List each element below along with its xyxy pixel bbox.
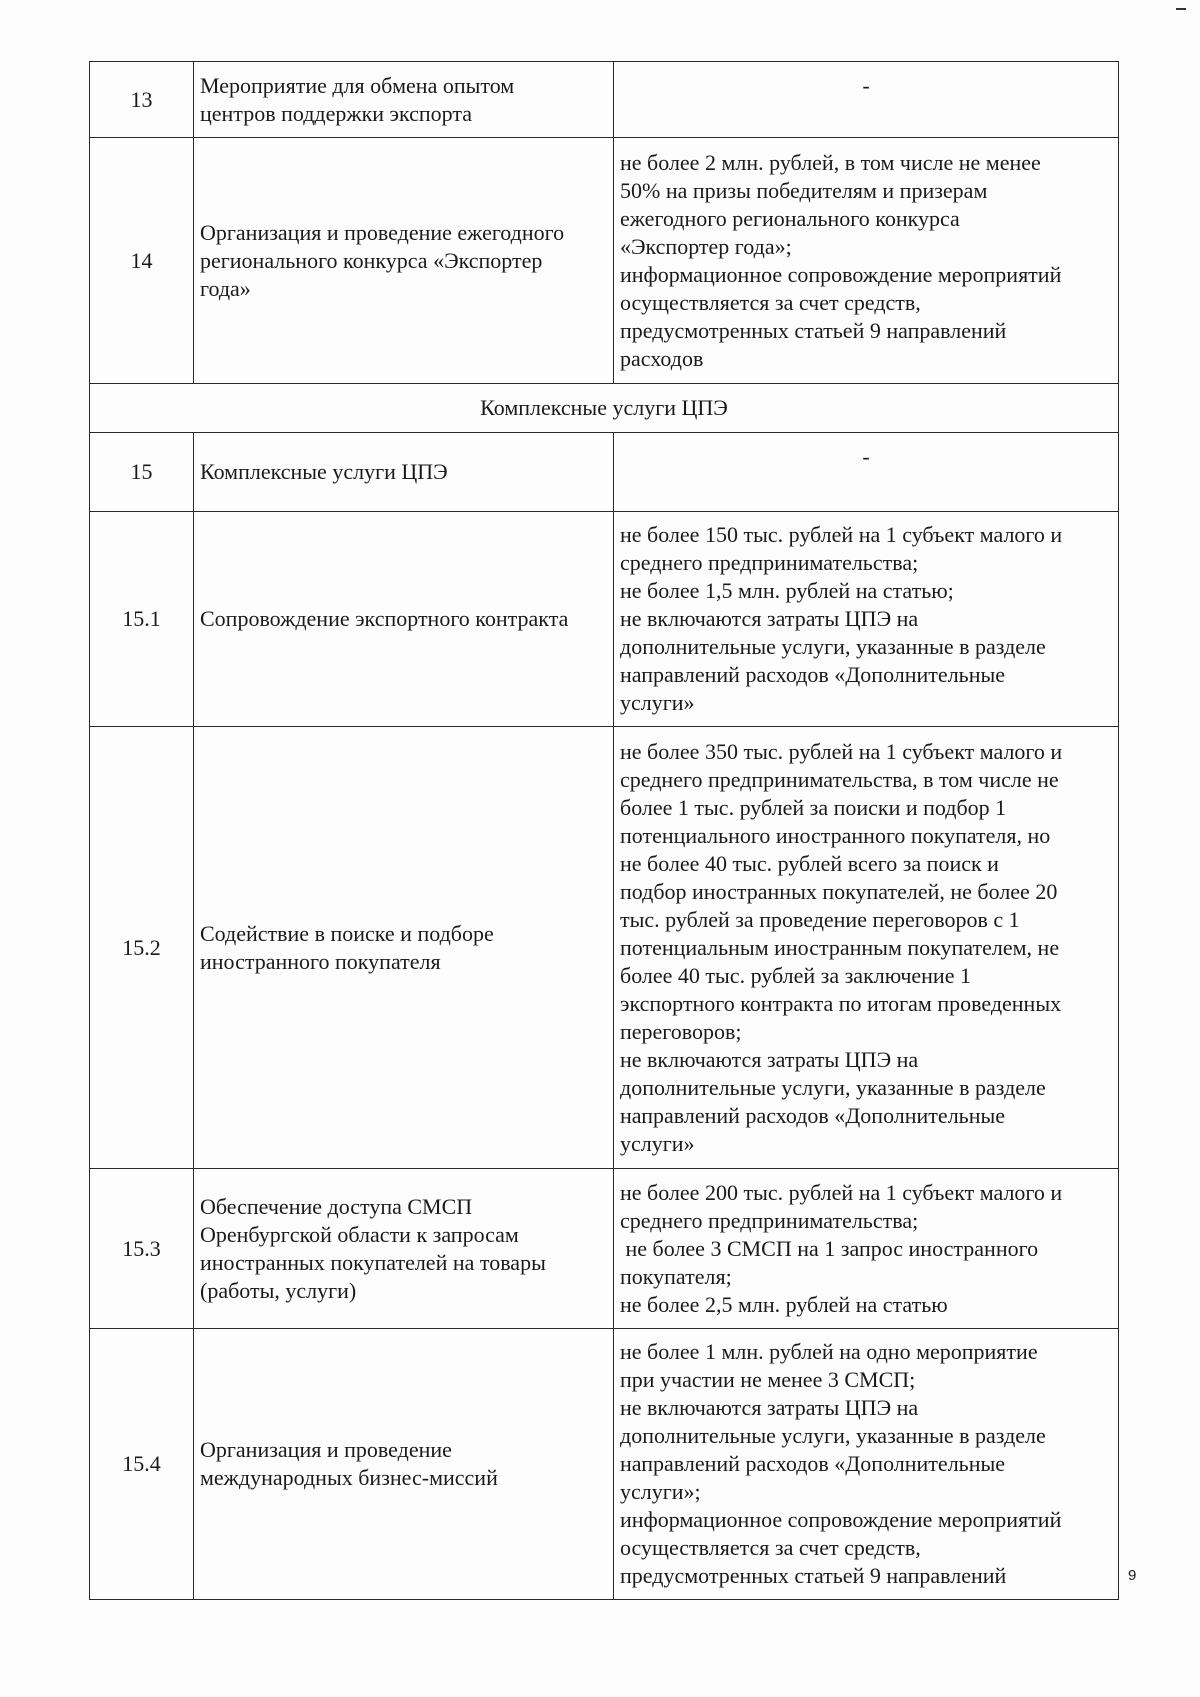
limit-line: не более 2,5 млн. рублей на статью [620, 1291, 948, 1317]
expense-item-name [194, 727, 614, 1169]
name-line: Комплексные услуги ЦПЭ [200, 459, 448, 484]
expense-item-name [194, 512, 614, 727]
table-row-15-2 [90, 727, 1119, 1169]
limit-line: 50% на призы победителям и призерам [620, 177, 988, 203]
limit-line: дополнительные услуги, указанные в разделе [620, 1423, 1046, 1448]
limit-line: среднего предпринимательства, в том числе не [620, 766, 1059, 792]
limit-line: потенциального иностранного покупателя, но [620, 822, 1051, 848]
section-title: Комплексные услуги ЦПЭ [90, 384, 1119, 433]
limit-line: не более 200 тыс. рублей на 1 субъект малого и [620, 1179, 1063, 1205]
section-header-row [90, 384, 1119, 433]
limit-line: не включаются затраты ЦПЭ на [620, 606, 919, 631]
expense-item-name [194, 62, 614, 138]
row-number: 13 [90, 62, 194, 138]
limit-line: экспортного контракта по итогам проведенных [620, 990, 1062, 1016]
scan-edge-mark [1176, 8, 1186, 10]
table-row-15-4 [90, 1329, 1119, 1600]
expense-item-name [194, 138, 614, 384]
limit-line: при участии не менее 3 СМСП; [620, 1367, 916, 1392]
expense-limit [614, 512, 1119, 727]
name-line: центров поддержки экспорта [200, 100, 473, 126]
limit-line: - [862, 444, 870, 469]
expense-limit [614, 138, 1119, 384]
row-number: 14 [90, 138, 194, 384]
expense-item-name [194, 1329, 614, 1600]
table-row-15-1 [90, 512, 1119, 727]
row-number: 15.4 [90, 1329, 194, 1600]
limit-line: «Экспортер года»; [620, 233, 792, 259]
limit-line: потенциальным иностранным покупателем, не [620, 934, 1060, 960]
limit-line: не включаются затраты ЦПЭ на [620, 1046, 919, 1072]
limit-line: ежегодного регионального конкурса [620, 205, 960, 231]
name-line: Обеспечение доступа СМСП [200, 1193, 473, 1219]
limit-line: не более 3 СМСП на 1 запрос иностранного [620, 1235, 1039, 1261]
limit-line: направлений расходов «Дополнительные [620, 1102, 1006, 1128]
limit-line: не более 350 тыс. рублей на 1 субъект малого и [620, 738, 1063, 764]
limit-line: покупателя; [620, 1263, 732, 1289]
expense-item-name [194, 433, 614, 512]
row-number: 15.3 [90, 1169, 194, 1329]
limit-line: не более 150 тыс. рублей на 1 субъект малого и [620, 522, 1063, 547]
expense-limit [614, 433, 1119, 512]
limit-line: не включаются затраты ЦПЭ на [620, 1395, 919, 1420]
limit-line: более 40 тыс. рублей за заключение 1 [620, 962, 971, 988]
name-line: Содействие в поиске и подборе [200, 920, 494, 946]
limit-line: подбор иностранных покупателей, не более 20 [620, 878, 1058, 904]
limit-line: более 1 тыс. рублей за поиски и подбор 1 [620, 794, 1007, 820]
limit-line: расходов [620, 345, 704, 371]
limit-line: услуги»; [620, 1479, 701, 1504]
limit-line: осуществляется за счет средств, [620, 1535, 921, 1560]
page-number: 9 [1128, 1567, 1137, 1584]
expense-limits-table [89, 61, 1119, 1600]
limit-line: услуги» [620, 1130, 695, 1156]
row-number: 15 [90, 433, 194, 512]
table-body [90, 62, 1119, 1600]
name-line: Сопровождение экспортного контракта [200, 606, 569, 631]
name-line: Организация и проведение ежегодного [200, 219, 565, 245]
table-row-14 [90, 138, 1119, 384]
name-line: Организация и проведение [200, 1437, 452, 1462]
limit-line: дополнительные услуги, указанные в разделе [620, 634, 1046, 659]
expense-limit [614, 1329, 1119, 1600]
expense-item-name [194, 1169, 614, 1329]
limit-line: тыс. рублей за проведение переговоров с 1 [620, 906, 1020, 932]
name-line: (работы, услуги) [200, 1277, 357, 1303]
name-line: Мероприятие для обмена опытом [200, 72, 515, 98]
limit-line: не более 1 млн. рублей на одно мероприятие [620, 1339, 1038, 1364]
limit-line: информационное сопровождение мероприятий [620, 1507, 1062, 1532]
name-line: регионального конкурса «Экспортер [200, 247, 543, 273]
name-line: года» [200, 275, 251, 301]
name-line: иностранного покупателя [200, 948, 441, 974]
expense-limit [614, 62, 1119, 138]
limit-line: осуществляется за счет средств, [620, 289, 921, 315]
limit-line: услуги» [620, 690, 695, 715]
table-row-15-3 [90, 1169, 1119, 1329]
limit-line: переговоров; [620, 1018, 742, 1044]
limit-line: дополнительные услуги, указанные в разделе [620, 1074, 1046, 1100]
row-number: 15.1 [90, 512, 194, 727]
expense-limit [614, 727, 1119, 1169]
name-line: Оренбургской области к запросам [200, 1221, 519, 1247]
limit-line: - [862, 73, 870, 98]
limit-line: предусмотренных статьей 9 направлений [620, 317, 1007, 343]
limit-line: среднего предпринимательства; [620, 550, 919, 575]
limit-line: направлений расходов «Дополнительные [620, 1451, 1006, 1476]
limit-line: не более 1,5 млн. рублей на статью; [620, 578, 954, 603]
limit-line: предусмотренных статьей 9 направлений [620, 1563, 1007, 1588]
name-line: иностранных покупателей на товары [200, 1249, 546, 1275]
table-row-13 [90, 62, 1119, 138]
limit-line: не более 40 тыс. рублей всего за поиск и [620, 850, 999, 876]
limit-line: направлений расходов «Дополнительные [620, 662, 1006, 687]
table-row-15 [90, 433, 1119, 512]
limit-line: информационное сопровождение мероприятий [620, 261, 1062, 287]
limit-line: не более 2 млн. рублей, в том числе не менее [620, 149, 1041, 175]
expense-limit [614, 1169, 1119, 1329]
row-number: 15.2 [90, 727, 194, 1169]
name-line: международных бизнес-миссий [200, 1465, 498, 1490]
limit-line: среднего предпринимательства; [620, 1207, 919, 1233]
